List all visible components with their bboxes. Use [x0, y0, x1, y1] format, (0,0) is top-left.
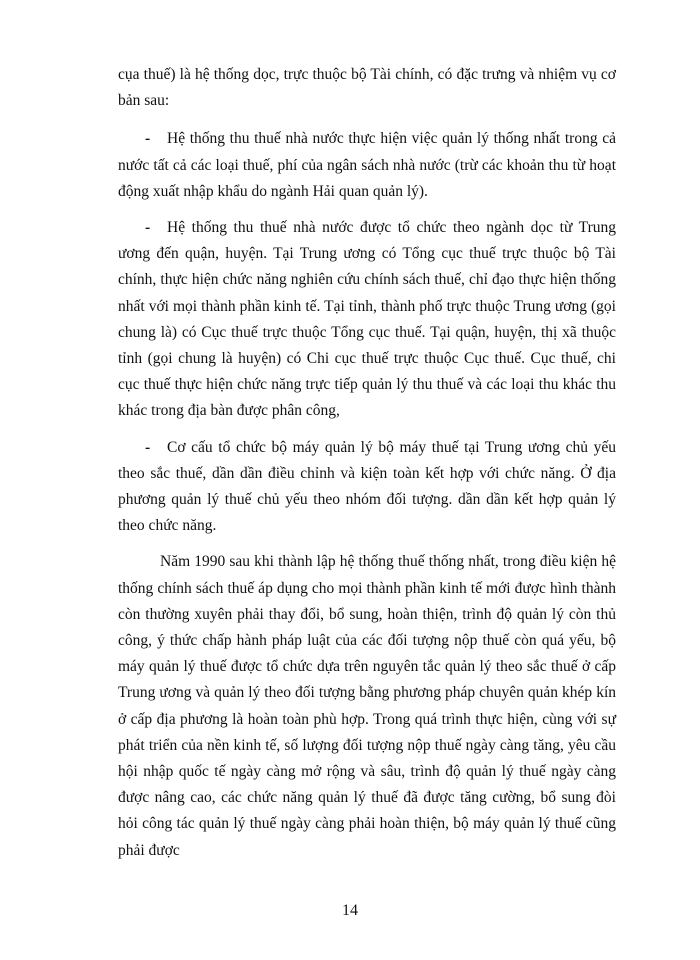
bullet-marker: -	[145, 438, 151, 456]
bullet-paragraph-1	[118, 126, 616, 205]
bullet-paragraph-3	[118, 435, 616, 540]
bullet-paragraph-2	[118, 215, 616, 425]
bullet-text: Cơ cấu tổ chức bộ máy quản lý bộ máy thuế tại Trung ương chủ yếu theo sắc thuế, dần dần điều chỉnh và kiện toàn kết hợp với chức năng. Ở địa phương quản lý thuế chủ yếu theo nhóm đối tượng. dần dần kết hợp quản lý theo chức năng.	[118, 438, 616, 535]
bullet-marker: -	[145, 219, 151, 237]
bullet-text: Hệ thống thu thuế nhà nước thực hiện việc quản lý thống nhất trong cả nước tất cả các loại thuế, phí của ngân sách nhà nước (trừ các khoản thu từ hoạt động xuất nhập khẩu do ngành Hải quan quản lý).	[118, 130, 616, 200]
document-page	[118, 62, 616, 874]
paragraph-intro: cụa thuế) là hệ thống dọc, trực thuộc bộ Tài chính, có đặc trưng và nhiệm vụ cơ bản sau:	[118, 66, 616, 110]
body-paragraph: Năm 1990 sau khi thành lập hệ thống thuế thống nhất, trong điều kiện hệ thống chính sách thuế áp dụng cho mọi thành phần kinh tế mới được hình thành còn thường xuyên phải thay đổi, bổ sung, hoàn thiện, trình độ quản lý còn thủ công, ý thức chấp hành pháp luật của các đối tượng nộp thuế còn quá yếu, bộ máy quản lý thuế được tổ chức dựa trên nguyên tắc quản lý theo sắc thuế ở cấp Trung ương và quản lý theo đối tượng bằng phương pháp chuyên quản khép kín ở cấp địa phương là hoàn toàn phù hợp. Trong quá trình thực hiện, cùng với sự phát triển của nền kinh tế, số lượng đối tượng nộp thuế ngày càng tăng, yêu cầu hội nhập quốc tế ngày càng mở rộng và sâu, trình độ quản lý thuế ngày càng được nâng cao, các chức năng quản lý thuế đã được tăng cường, bổ sung đòi hỏi công tác quản lý thuế ngày càng phải hoàn thiện, bộ máy quản lý thuế cũng phải được	[118, 553, 616, 859]
bullet-text: Hệ thống thu thuế nhà nước được tổ chức theo ngành dọc từ Trung ương đến quận, huyện. Tại Trung ương có Tổng cục thuế trực thuộc bộ Tài chính, thực hiện chức năng nghiên cứu chính sách thuế, chỉ đạo thực hiện thống nhất với mọi thành phần kinh tế. Tại tỉnh, thành phố trực thuộc Trung ương (gọi chung là) có Cục thuế trực thuộc Tổng cục thuế. Tại quận, huyện, thị xã thuộc tỉnh (gọi chung là huyện) có Chi cục thuế trực thuộc Cục thuế. Cục thuế, chi cục thuế thực hiện chức năng trực tiếp quản lý thu thuế và các loại thu khác thu khác trong địa bàn được phân công,	[118, 219, 616, 420]
bullet-marker: -	[145, 130, 151, 148]
page-number: 14	[342, 902, 358, 919]
